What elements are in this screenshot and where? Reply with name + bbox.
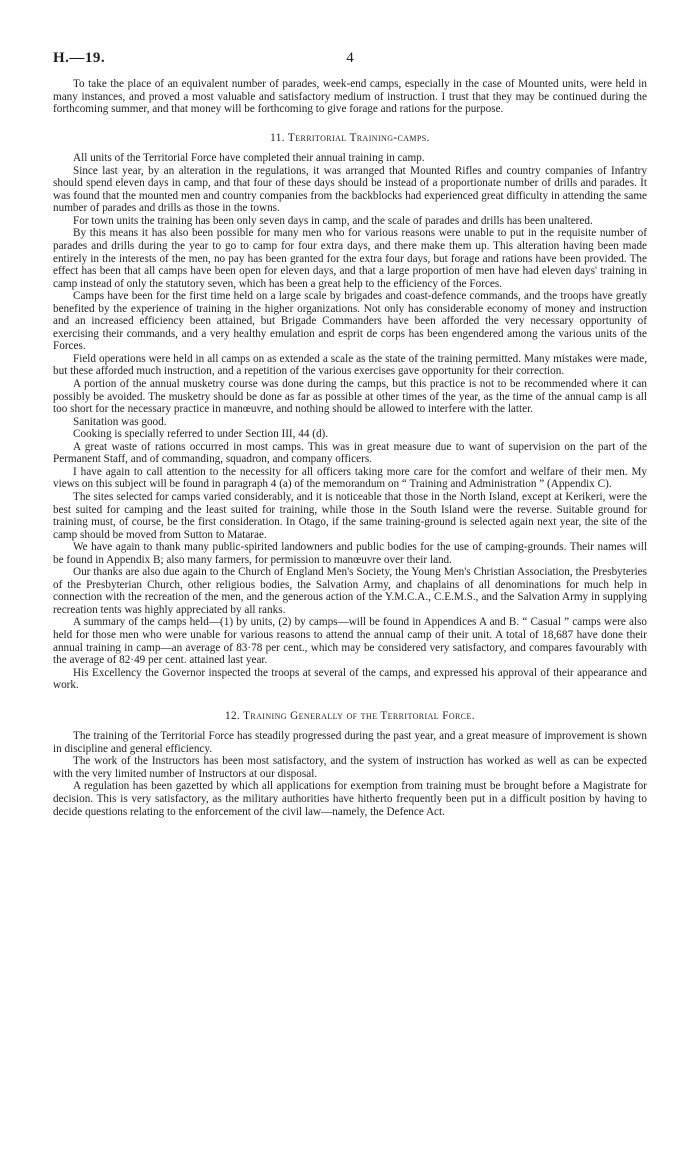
paragraph: For town units the training has been only seven days in camp, and the scale of parades and drills has been unaltered. — [73, 214, 593, 227]
paragraph: Our thanks are also due again to the Church of England Men's Society, the Young Men's Christian Association, the Presbyteries of the Presbyterian Church, other religious bodies, the Salvation Army, and chaplains of all denominations for much help in connection with the recreation of the men, and the generous action of the Y.M.C.A., C.E.M.S., and the Salvation Army in supplying recreation tents was highly appreciated by all ranks. — [53, 566, 647, 616]
paragraph: The sites selected for camps varied considerably, and it is noticeable that those in the North Island, except at Kerikeri, were the best suited for camping and the least suited for training, while those in the South Island were the reverse. Suitable ground for training must, of course, be the first consideration. In Otago, if the same training-ground is selected again next year, the site of the camp should be moved from Sutton to Matarae. — [53, 490, 647, 541]
intro-paragraph: To take the place of an equivalent number of parades, week-end camps, especially in the case of Mounted units, were held in many instances, and proved a most valuable and satisfactory medium of instruction. I trust that they may be continued during the forthcoming summer, and that money will be forthcoming to give forage and rations for the purpose. — [53, 78, 647, 116]
paragraph: Cooking is specially referred to under Section III, 44 (d). — [73, 428, 329, 441]
paragraph: The training of the Territorial Force has steadily progressed during the past year, and a great measure of improvement is shown in discipline and general efficiency. — [53, 730, 647, 755]
paragraph: I have again to call attention to the necessity for all officers taking more care for the comfort and welfare of their men. My views on this subject will be found in paragraph 4 (a) of the memorandum on “ Training and Administration ” (Appendix C). — [53, 465, 647, 491]
paragraph: Camps have been for the first time held on a large scale by brigades and coast-defence commands, and the troops have greatly benefited by the experience of training in the higher organizations. Not only has considerable economy of money and instruction and an increased efficiency been attained, but Brigade Commanders have been afforded the very necessary opportunity of exercising their commands, and a very healthy emulation and esprit de corps has been engendered among the various units of the Forces. — [53, 290, 647, 353]
paragraph: A regulation has been gazetted by which all applications for exemption from training must be brought before a Magistrate for decision. This is very satisfactory, as the military authorities have hitherto frequently been put in a difficult position by having to decide questions relating to the enforcement of the civil law—namely, the Defence Act. — [53, 780, 647, 818]
paragraph: A great waste of rations occurred in most camps. This was in great measure due to want of supervision on the part of the Permanent Staff, and of commanding, squadron, and company officers. — [53, 440, 647, 466]
paragraph: Since last year, by an alteration in the regulations, it was arranged that Mounted Rifles and country companies of Infantry should spend eleven days in camp, and that four of these days should be instead of a proportionate number of drills and parades. It was found that the mounted men and country companies from the backblocks had experienced great difficulty in attending the same number of parades and drills as those in the towns. — [53, 164, 647, 215]
paragraph: All units of the Territorial Force have completed their annual training in camp. — [73, 152, 425, 165]
paragraph: The work of the Instructors has been most satisfactory, and the system of instruction has worked as well as can be expected with the very limited number of Instructors at our disposal. — [53, 755, 647, 780]
paragraph: A summary of the camps held—(1) by units, (2) by camps—will be found in Appendices A and B. “ Casual ” camps were also held for those men who were unable for various reasons to attend the annual camp of their unit. A total of 18,687 have done their annual training in camp—an average of 83·78 per cent., which may be considered very satisfactory, and compares favourably with the average of 82·49 per cent. attained last year. — [53, 616, 647, 667]
paragraph: His Excellency the Governor inspected the troops at several of the camps, and expressed his approval of their appearance and work. — [53, 666, 647, 692]
page-header — [53, 50, 647, 70]
document-reference: H.—19. — [53, 50, 106, 66]
paragraph: A portion of the annual musketry course was done during the camps, but this practice is not to be recommended where it can possibly be avoided. The musketry should be done as far as possible at other times of the year, as the time of the annual camp is all too short for the necessary practice in manœuvre, and nothing should be allowed to interfere with the latter. — [53, 378, 647, 416]
document-body — [53, 78, 647, 818]
paragraph: We have again to thank many public-spirited landowners and public bodies for the use of camping-grounds. Their names will be found in Appendix B; also many farmers, for permission to manœuvre over their land. — [53, 541, 647, 566]
section-12-heading: 12. Training Generally of the Territorial Force. — [224, 709, 476, 722]
paragraph: Sanitation was good. — [73, 415, 167, 428]
paragraph: Field operations were held in all camps on as extended a scale as the state of the training permitted. Many mistakes were made, but these afforded much instruction, and a repetition of the various exercises gave opportunity for their correction. — [53, 352, 647, 378]
page-number: 4 — [346, 50, 354, 66]
paragraph: By this means it has also been possible for many men who for various reasons were unable to put in the requisite number of parades and drills during the year to go to camp for four extra days, and there make them up. This alteration having been made entirely in the interests of the men, no pay has been granted for the extra four days, but forage and rations have been provided. The effect has been that all camps have been open for eleven days, and that a large proportion of men have had eleven days' training in camp instead of only the statutory seven, which has been a great help to the efficiency of the Forces. — [53, 227, 647, 290]
section-11-heading: 11. Territorial Training-camps. — [270, 131, 430, 144]
